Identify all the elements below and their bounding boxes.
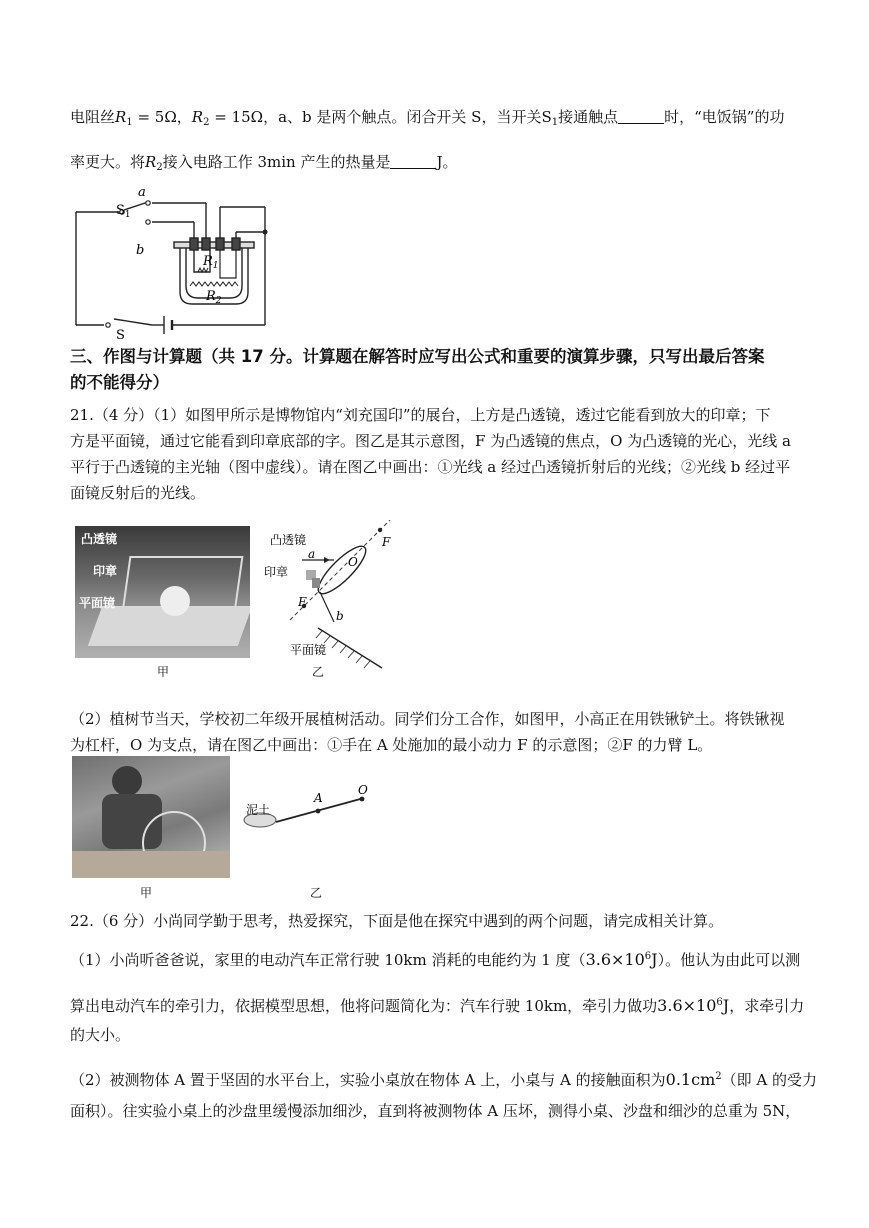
q20-text: 时，“电饭锅”的功 (664, 108, 785, 126)
focus-f-top: F (382, 535, 391, 549)
q22-intro: 22.（6 分）小尚同学勤于思考，热爱探究，下面是他在探究中遇到的两个问题，请完成相关计算。 (70, 912, 724, 930)
energy-value: 3.6×10 (585, 950, 645, 969)
diagram-label-lens: 凸透镜 (270, 533, 307, 547)
ground (72, 851, 230, 878)
ray-b-label: b (336, 609, 344, 623)
q22-text: ）。他认为由此可以测 (657, 951, 801, 969)
r2-subscript: 2 (203, 117, 210, 128)
q21-text: 面镜反射后的光线。 (70, 484, 206, 502)
q20-text: 接入电路工作 3min 产生的热量是 (162, 153, 391, 171)
r2-value: = 15Ω (209, 108, 264, 126)
r2-symbol: R (191, 108, 204, 126)
r1-subscript: 1 (212, 261, 219, 271)
r1-label (202, 254, 219, 271)
caption-jia: 甲 (157, 665, 170, 679)
r2-subscript: 2 (215, 296, 222, 306)
museum-display-photo (75, 526, 250, 658)
q20-line-2 (70, 151, 810, 179)
ray-a-label: a (308, 547, 316, 561)
focus-f-bottom: F (298, 595, 307, 609)
q22-text: 的大小。 (70, 1026, 131, 1044)
q20-text: ，a、b 是两个触点。闭合开关 S，当开关 (263, 108, 542, 126)
caption-jia-2: 甲 (140, 886, 153, 900)
q22-text: 面积）。往实验小桌上的沙盘里缓慢添加细沙，直到将被测物体 A 压坏，测得小桌、沙盘和细沙的总重为 5N， (70, 1102, 801, 1120)
q22-text: （1）小尚听爸爸说，家里的电动汽车正常行驶 10km 消耗的电能约为 1 度（ (70, 951, 586, 969)
r2-letter: R (206, 289, 216, 304)
switch-s1-label (116, 203, 131, 220)
photo-label-mirror: 平面镜 (79, 596, 116, 610)
q21-text: 为杠杆，O 为支点，请在图乙中画出：①手在 A 处施加的最小动力 F 的示意图；②F 的力臂 L。 (70, 736, 713, 754)
diagram-label-seal: 印章 (264, 565, 289, 579)
fulcrum-o-label: O (358, 784, 368, 797)
caption-yi-2: 乙 (310, 886, 323, 900)
q20-text: 接通触点 (558, 108, 619, 126)
q21-text: 方是平面镜，通过它能看到印章底部的字。图乙是其示意图，F 为凸透镜的焦点，O 为凸透镜的光心，光线 a (70, 432, 791, 450)
circuit-diagram (66, 182, 286, 340)
energy-unit: J (651, 950, 658, 969)
q22-p1-line-1 (70, 946, 810, 971)
caption-yi: 乙 (312, 665, 325, 679)
optics-diagram (262, 520, 407, 680)
q22-text: （即 A 的受力 (721, 1071, 817, 1089)
point-a-label: A (314, 791, 323, 805)
q20-text: J。 (436, 153, 458, 171)
r2-label (205, 289, 222, 306)
work-exponent: 6 (716, 997, 723, 1008)
r2-symbol: R (145, 153, 157, 171)
s1-letter: S (116, 203, 125, 218)
switch-s-label: S (116, 328, 125, 340)
s1-subscript: 1 (124, 210, 131, 220)
r1-value: = 5Ω， (132, 108, 192, 126)
s1-symbol: S (541, 108, 552, 126)
photo-label-seal: 印章 (93, 564, 118, 578)
work-value: 3.6×10 (657, 996, 717, 1015)
q22-text: （2）被测物体 A 置于坚固的水平台上，实验小桌放在物体 A 上，小桌与 A 的接触面积为 (70, 1071, 666, 1089)
section-heading-cont: 的不能得分） (70, 373, 169, 392)
shovel-lever-diagram (240, 784, 380, 834)
answer-blank[interactable] (390, 154, 436, 169)
q22-text: 算出电动汽车的牵引力，依据模型思想，他将问题简化为：汽车行驶 10km，牵引力做功 (70, 997, 658, 1015)
q21-text: 平行于凸透镜的主光轴（图中虚线）。请在图乙中画出：①光线 a 经过凸透镜折射后的光线；②光线 b 经过平 (70, 458, 791, 476)
person-head (112, 766, 142, 796)
diagram-label-mirror: 平面镜 (290, 643, 327, 657)
q21-text: 21.（4 分）（1）如图甲所示是博物馆内“刘充国印”的展台，上方是凸透镜，透过它能看到放大的印章；下 (70, 406, 771, 424)
contact-a-label: a (138, 185, 146, 200)
optical-center-o: O (348, 555, 358, 569)
r1-letter: R (203, 254, 213, 269)
r1-symbol: R (115, 108, 127, 126)
q22-p1-line-2 (70, 992, 810, 1017)
s1-subscript: 1 (551, 117, 559, 128)
r2-subscript: 2 (156, 162, 163, 173)
energy-exponent: 6 (644, 951, 652, 962)
soil-label: 泥土 (246, 803, 271, 817)
shoveling-photo (72, 756, 230, 878)
q20-text: 电阻丝 (70, 108, 116, 126)
work-unit: J (722, 996, 730, 1015)
answer-blank[interactable] (618, 109, 664, 124)
area-exponent: 2 (715, 1071, 722, 1082)
contact-b-label: b (136, 243, 145, 258)
q22-p2-line-1 (70, 1066, 817, 1091)
q20-line-1 (70, 106, 810, 134)
photo-label-lens: 凸透镜 (81, 532, 118, 546)
r1-subscript: 1 (126, 117, 133, 128)
seal (160, 586, 190, 616)
q22-text: ，求牵引力 (729, 997, 805, 1015)
q20-text: 率更大。将 (70, 153, 146, 171)
q21-text: （2）植树节当天，学校初二年级开展植树活动。同学们分工合作，如图甲，小高正在用铁锹铲土。将铁锹视 (70, 710, 785, 728)
section-heading: 三、作图与计算题（共 17 分。计算题在解答时应写出公式和重要的演算步骤，只写出最后答案 (70, 347, 765, 366)
area-value: 0.1cm (665, 1070, 716, 1089)
